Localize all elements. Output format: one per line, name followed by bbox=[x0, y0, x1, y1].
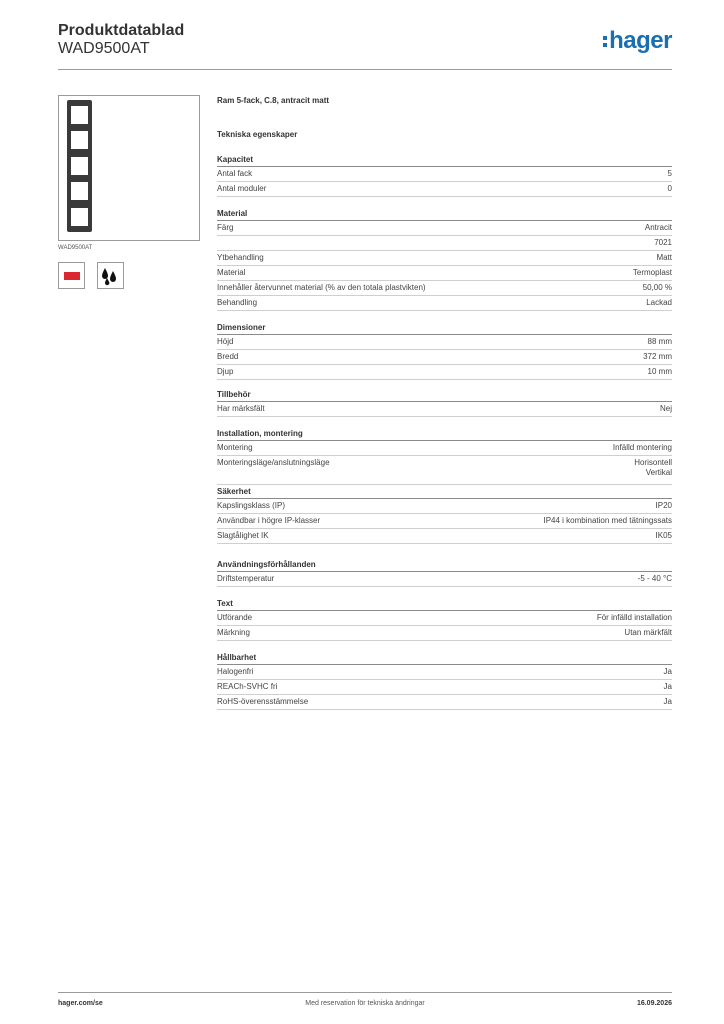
spec-row bbox=[217, 402, 672, 417]
spec-row bbox=[217, 456, 672, 485]
spec-section bbox=[217, 559, 672, 587]
technical-heading: Tekniska egenskaper bbox=[217, 130, 298, 139]
spec-label: Höjd bbox=[217, 337, 234, 346]
spec-label: Antal fack bbox=[217, 169, 253, 178]
spec-row bbox=[217, 266, 672, 281]
document-title: Produktdatablad bbox=[58, 22, 185, 39]
spec-value: 88 mm bbox=[647, 337, 672, 346]
spec-value-line: Vertikal bbox=[645, 468, 672, 477]
section-title: Användningsförhållanden bbox=[217, 559, 672, 572]
spec-label: Driftstemperatur bbox=[217, 574, 275, 583]
spec-value bbox=[634, 456, 672, 484]
logo-dots-icon bbox=[603, 36, 607, 47]
spec-value: 372 mm bbox=[643, 352, 672, 361]
section-title: Dimensioner bbox=[217, 322, 672, 335]
spec-value: Ja bbox=[663, 667, 672, 676]
spec-value: IK05 bbox=[655, 531, 672, 540]
section-title: Material bbox=[217, 208, 672, 221]
spec-label: REACh-SVHC fri bbox=[217, 682, 278, 691]
spec-label: Halogenfri bbox=[217, 667, 254, 676]
spec-value: 0 bbox=[667, 184, 672, 193]
spec-value: Lackad bbox=[646, 298, 672, 307]
spec-label: Ytbehandling bbox=[217, 253, 264, 262]
spec-label: Montering bbox=[217, 443, 253, 452]
spec-row bbox=[217, 251, 672, 266]
ip-rating-icon bbox=[58, 262, 85, 289]
spec-label: Färg bbox=[217, 223, 234, 232]
spec-label: Slagtålighet IK bbox=[217, 531, 269, 540]
spec-row bbox=[217, 665, 672, 680]
spec-value: 5 bbox=[667, 169, 672, 178]
spec-label: Märkning bbox=[217, 628, 250, 637]
product-image bbox=[58, 95, 200, 241]
spec-row bbox=[217, 695, 672, 710]
spec-row bbox=[217, 167, 672, 182]
spec-section bbox=[217, 428, 672, 485]
spec-section bbox=[217, 208, 672, 311]
spec-row bbox=[217, 335, 672, 350]
section-title: Installation, montering bbox=[217, 428, 672, 441]
spec-value: 10 mm bbox=[647, 367, 672, 376]
spec-row bbox=[217, 365, 672, 380]
spec-value: -5 - 40 °C bbox=[637, 574, 672, 583]
spec-label: Kapslingsklass (IP) bbox=[217, 501, 286, 510]
spec-row bbox=[217, 441, 672, 456]
spec-label: Material bbox=[217, 268, 246, 277]
footer-date: 16.09.2026 bbox=[636, 1000, 672, 1007]
spec-label: Innehåller återvunnet material (% av den totala plastvikten) bbox=[217, 283, 426, 292]
spec-section bbox=[217, 652, 672, 710]
section-title: Tillbehör bbox=[217, 389, 672, 402]
spec-label: Djup bbox=[217, 367, 234, 376]
spec-section bbox=[217, 322, 672, 380]
product-image-caption: WAD9500AT bbox=[58, 245, 93, 251]
spec-value: Ja bbox=[663, 697, 672, 706]
spec-label: Har märksfält bbox=[217, 404, 265, 413]
spec-row bbox=[217, 350, 672, 365]
spec-label: Antal moduler bbox=[217, 184, 267, 193]
spec-row bbox=[217, 626, 672, 641]
logo-text: hager bbox=[609, 27, 672, 54]
section-title: Hållbarhet bbox=[217, 652, 672, 665]
spec-row bbox=[217, 499, 672, 514]
spec-value: IP20 bbox=[655, 501, 672, 510]
spec-label: Utförande bbox=[217, 613, 253, 622]
spec-value: Utan märkfält bbox=[624, 628, 672, 637]
spec-row bbox=[217, 572, 672, 587]
spec-section bbox=[217, 486, 672, 544]
water-drops-icon bbox=[97, 262, 124, 289]
spec-row bbox=[217, 296, 672, 311]
spec-row bbox=[217, 182, 672, 197]
spec-row bbox=[217, 611, 672, 626]
product-name: Ram 5-fack, C.8, antracit matt bbox=[217, 96, 330, 105]
spec-value: Nej bbox=[659, 404, 672, 413]
spec-value: Ja bbox=[663, 682, 672, 691]
spec-section bbox=[217, 154, 672, 197]
footer-disclaimer: Med reservation för tekniska ändringar bbox=[305, 1000, 425, 1007]
spec-value: Antracit bbox=[644, 223, 672, 232]
spec-label: Bredd bbox=[217, 352, 239, 361]
hager-logo bbox=[603, 28, 672, 54]
spec-value-line: Horisontell bbox=[634, 458, 672, 467]
section-title: Text bbox=[217, 598, 672, 611]
section-title: Säkerhet bbox=[217, 486, 672, 499]
section-title: Kapacitet bbox=[217, 154, 672, 167]
spec-value: 50,00 % bbox=[642, 283, 672, 292]
spec-section bbox=[217, 389, 672, 417]
spec-value: IP44 i kombination med tätningssats bbox=[543, 516, 672, 525]
frame-5-gang-icon bbox=[67, 100, 92, 232]
spec-label: Behandling bbox=[217, 298, 258, 307]
spec-section bbox=[217, 598, 672, 641]
product-reference: WAD9500AT bbox=[58, 40, 150, 57]
page-header bbox=[58, 22, 672, 70]
spec-row bbox=[217, 680, 672, 695]
page-footer bbox=[58, 992, 672, 1013]
spec-row bbox=[217, 236, 672, 251]
spec-label: RoHS-överensstämmelse bbox=[217, 697, 309, 706]
spec-value: 7021 bbox=[654, 238, 672, 247]
spec-row bbox=[217, 221, 672, 236]
spec-value: Matt bbox=[656, 253, 672, 262]
spec-label: Monteringsläge/anslutningsläge bbox=[217, 458, 330, 467]
spec-row bbox=[217, 281, 672, 296]
spec-value: Termoplast bbox=[632, 268, 672, 277]
spec-row bbox=[217, 529, 672, 544]
spec-value: För infälld installation bbox=[596, 613, 672, 622]
spec-row bbox=[217, 514, 672, 529]
spec-value: Infälld montering bbox=[612, 443, 672, 452]
spec-label: Användbar i högre IP-klasser bbox=[217, 516, 321, 525]
footer-website: hager.com/se bbox=[58, 1000, 103, 1007]
